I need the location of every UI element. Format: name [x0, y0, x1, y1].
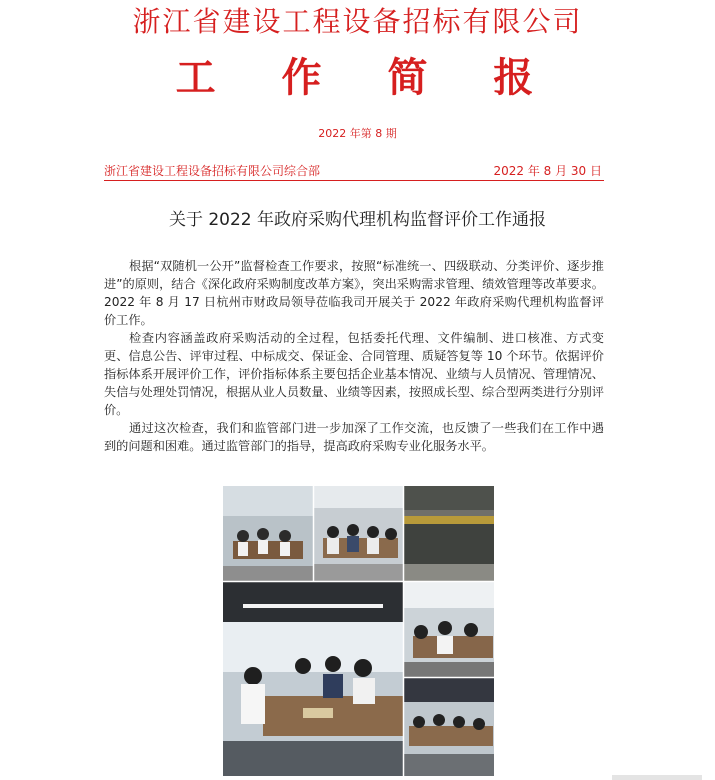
photo-panel-bottom-right-lower — [404, 678, 494, 776]
photo-panel-top-left — [223, 486, 313, 581]
paragraph-1: 根据“双随机一公开”监督检查工作要求，按照“标准统一、四级联动、分类评价、逐步推进”的原则，结合《深化政府采购制度改革方案》，突出采购需求管理、绩效管理等改革要求。2022 年 8 月 17 日杭州市财政局领导莅临我司开展关于 2022 年政府采购代理机构监督评价工作。 — [104, 259, 604, 327]
article-body — [104, 257, 604, 455]
photo-panel-top-middle — [314, 486, 403, 581]
red-divider — [104, 180, 604, 181]
issue-number: 2022 年第 8 期 — [318, 127, 397, 140]
collage-graphic — [223, 486, 494, 776]
page-scroll-indicator — [612, 775, 702, 780]
issue-date: 2022 年 8 月 30 日 — [493, 164, 602, 178]
paragraph-3: 通过这次检查，我们和监管部门进一步加深了工作交流，也反馈了一些我们在工作中遇到的问题和困难。通过监管部门的指导，提高政府采购专业化服务水平。 — [104, 421, 604, 453]
photo-panel-bottom-right-upper — [404, 582, 494, 677]
article-title: 关于 2022 年政府采购代理机构监督评价工作通报 — [168, 210, 547, 230]
doc-title: 工 作 简 报 — [175, 54, 560, 101]
photo-panel-top-right — [404, 486, 494, 581]
org-name: 浙江省建设工程设备招标有限公司 — [132, 5, 583, 38]
paragraph-2: 检查内容涵盖政府采购活动的全过程，包括委托代理、文件编制、进口核准、方式变更、信息公告、评审过程、中标成交、保证金、合同管理、质疑答复等 10 个环节。依据评价指标体系开展评价工作，评价指标体系主要包括企业基本情况、业绩与人员情况、管理情况、失信与处理处罚情况，根据从业人员数量、业绩等因素，按照成长型、综合型两类进行分别评价。 — [104, 331, 604, 417]
meeting-photo-collage — [223, 486, 494, 776]
photo-panel-bottom-left — [223, 582, 403, 776]
department-name: 浙江省建设工程设备招标有限公司综合部 — [104, 164, 321, 178]
